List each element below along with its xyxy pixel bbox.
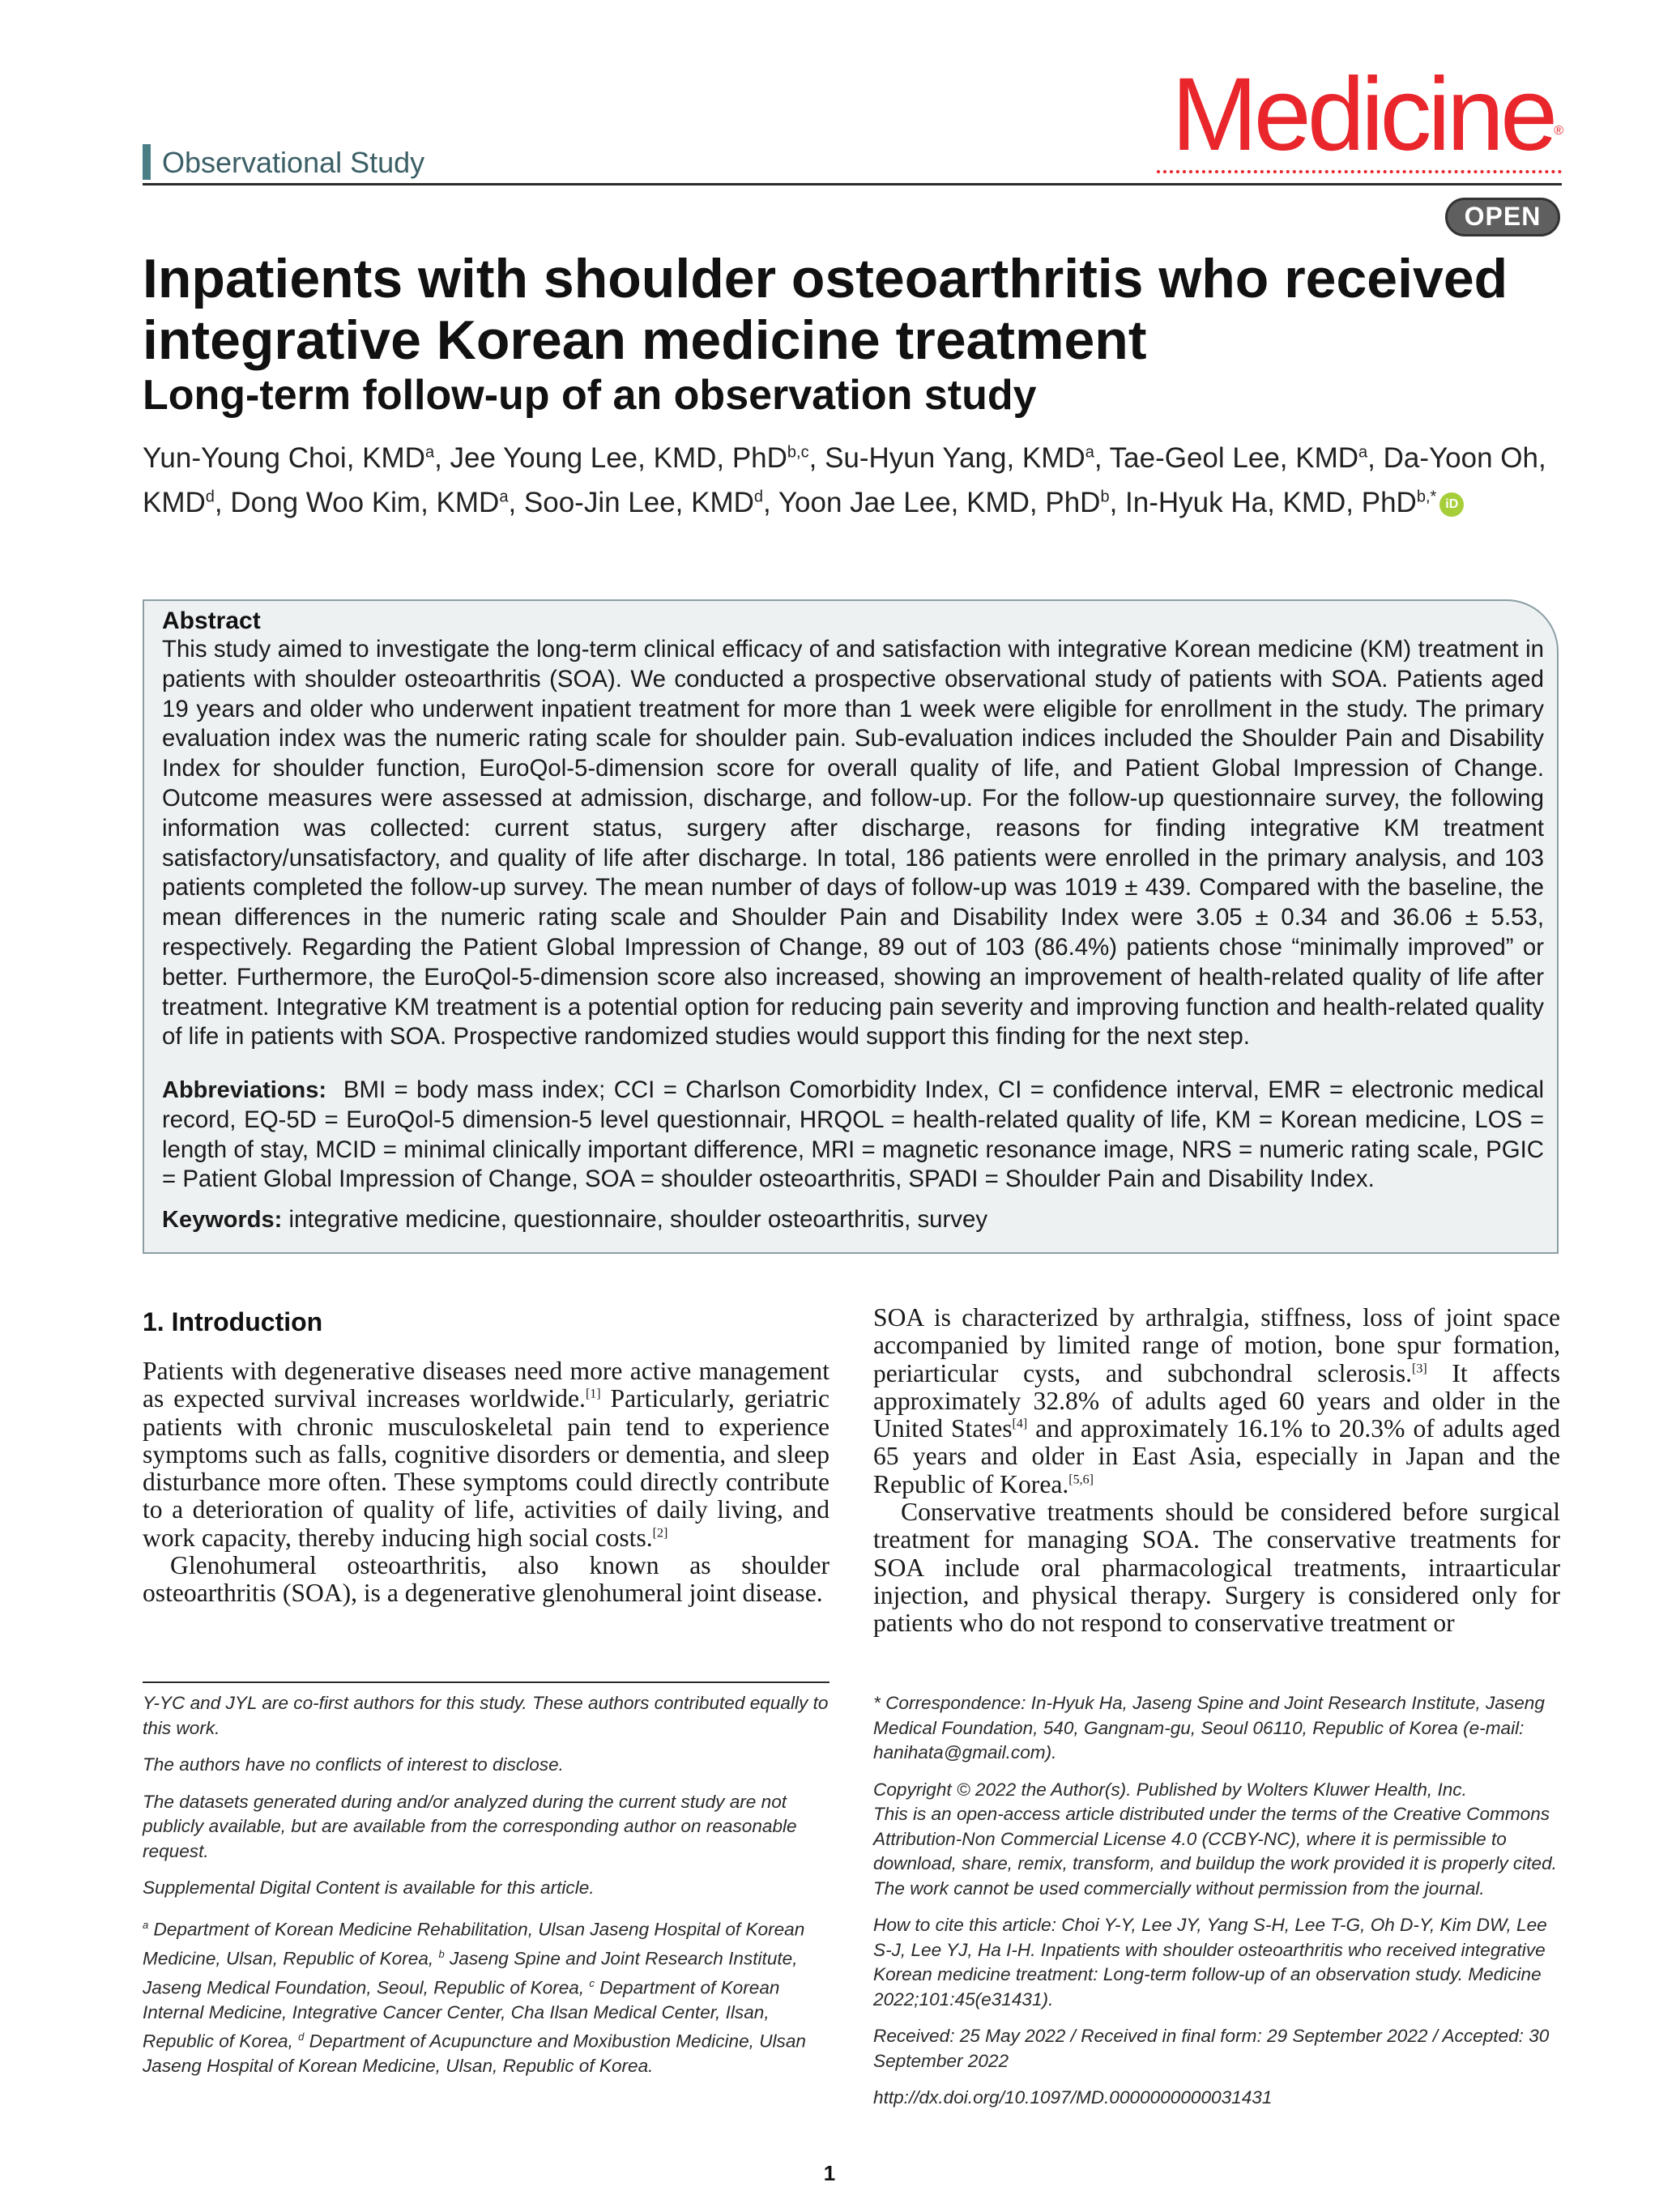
author-affiliation-mark: a [1358, 443, 1368, 461]
section-accent-bar [143, 144, 151, 180]
intro-right-column [873, 1304, 1560, 1638]
citation-ref: [4] [1012, 1417, 1028, 1431]
affiliation-mark: d [298, 2031, 305, 2044]
citation-ref: [1] [585, 1387, 601, 1401]
citation-ref: [3] [1412, 1362, 1427, 1376]
author-affiliation-mark: b,* [1416, 488, 1437, 506]
supplemental-note: Supplemental Digital Content is available for this article. [143, 1877, 595, 1898]
intro-paragraph-2: Glenohumeral osteoarthritis, also known as shoulder osteoarthritis (SOA), is a degenerative glenohumeral joint disease. [143, 1551, 830, 1608]
header-rule [143, 183, 1562, 185]
abstract-text: This study aimed to investigate the long-term clinical efficacy of and satisfaction with integrative Korean medicine (KM) treatment in patients with shoulder osteoarthritis (SOA). We conducted a prospective observational study of patients with SOA. Patients aged 19 years and older who underwent inpatient treatment for more than 1 week were eligible for enrollment in the study. The primary evaluation index was the numeric rating scale for shoulder pain. Sub-evaluation indices included the Shoulder Pain and Disability Index for shoulder function, EuroQol-5-dimension score for overall quality of life, and Patient Global Impression of Change. Outcome measures were assessed at admission, discharge, and follow-up. For the follow-up questionnaire survey, the following information was collected: current status, surgery after discharge, reasons for finding integrative KM treatment satisfactory/unsatisfactory, and quality of life after discharge. In total, 186 patients were enrolled in the primary analysis, and 103 patients completed the follow-up survey. The mean number of days of follow-up was 1019 ± 439. Compared with the baseline, the mean differences in the numeric rating scale and Shoulder Pain and Disability Index were 3.05 ± 0.34 and 36.06 ± 5.53, respectively. Regarding the Patient Global Impression of Change, 89 out of 103 (86.4%) patients chose “minimally improved” or better. Furthermore, the EuroQol-5-dimension score also increased, showing an improvement of health-related quality of life after treatment. Integrative KM treatment is a potential option for reducing pain severity and improving function and health-related quality of life in patients with SOA. Prospective randomized studies would support this finding for the next step. [162, 636, 1544, 1051]
data-availability-note: The datasets generated during and/or analyzed during the current study are not publicly available, but are available from the corresponding author on reasonable request. [143, 1791, 797, 1861]
author-name: Tae-Geol Lee, KMD [1109, 441, 1359, 474]
logo-dotted-rule [1157, 170, 1562, 178]
affiliations: $^a$ Department of Korean Medicine Rehabilitation, Ulsan Jaseng Hospital of Korean Medicine, Ulsan, Republic of Korea, $^b$ Jaseng Spine and Joint Research Institute, Jaseng Medical Foundation, Seoul, Republic of Korea, $^c$ Department of Korean Internal Medicine, Integrative Cancer Center, Cha Ilsan Medical Center, Ilsan, Republic of Korea, $^d$ Department of Acupuncture and Moxibustion Medicine, Ulsan Jaseng Hospital of Korean Medicine, Ulsan, Republic of Korea. [143, 1918, 806, 2077]
conflict-note: The authors have no conflicts of interest to disclose. [143, 1754, 564, 1775]
article-subtitle: Long-term follow-up of an observation study [143, 372, 1037, 419]
orcid-icon[interactable]: iD [1439, 492, 1464, 517]
author-list: Yun-Young Choi, KMD$^a$, Jee Young Lee, KMD, PhD$^{b,c}$, Su-Hyun Yang, KMD$^a$, Tae-Geol Lee, KMD$^a$, Da-Yoon Oh, KMD$^d$, Dong Woo Kim, KMD$^a$, Soo-Jin Lee, KMD$^d$, Yoon Jae Lee, KMD, PhD$^b$, In-Hyuk Ha, KMD, PhD$^{b,*}$ iD [143, 441, 1546, 519]
author-affiliation-mark: d [753, 488, 764, 506]
page-number: 1 [823, 2161, 836, 2185]
intro-paragraph-1: Patients with degenerative diseases need more active management as expected survival increases worldwide.[1] Particularly, geriatric patients with chronic musculoskeletal pain tend to experience symptoms such as falls, cognitive disorders or dementia, and sleep disturbance more often. These symptoms could directly contribute to a deterioration of quality of life, activities of daily living, and work capacity, thereby inducing high social costs.[2] [143, 1357, 830, 1552]
abbreviations-text: BMI = body mass index; CCI = Charlson Comorbidity Index, CI = confidence interval, EMR = electronic medical record, EQ-5D = EuroQol-5 dimension-5 level questionnair, HRQOL = health-related quality of life, KM = Korean medicine, LOS = length of stay, MCID = minimal clinically important difference, MRI = magnetic resonance image, NRS = numeric rating scale, PGIC = Patient Global Impression of Change, SOA = shoulder osteoarthritis, SPADI = Shoulder Pain and Disability Index. [162, 1076, 1544, 1193]
author-affiliation-mark: b,c [787, 443, 809, 461]
copyright-note: Copyright © 2022 the Author(s). Published by Wolters Kluwer Health, Inc. [873, 1779, 1467, 1800]
author-name: Yun-Young Choi, KMD [143, 441, 425, 474]
citation-note: How to cite this article: Choi Y-Y, Lee JY, Yang S-H, Lee T-G, Oh D-Y, Kim DW, Lee S-J, Lee YJ, Ha I-H. Inpatients with shoulder osteoarthritis who received integrative Korean medicine treatment: Long-term follow-up of an observation study. Medicine 2022;101:45(e31431). [873, 1915, 1547, 2010]
author-name: Jee Young Lee, KMD, PhD [450, 441, 787, 474]
intro-heading: 1. Introduction [143, 1307, 323, 1336]
affiliation-mark: b [438, 1947, 445, 1960]
affiliation-mark: a [143, 1918, 149, 1931]
keywords-label: Keywords: [162, 1207, 283, 1233]
footnote-rule [143, 1681, 830, 1683]
author-affiliation-mark: a [499, 488, 509, 506]
correspondence-note: * Correspondence: In-Hyuk Ha, Jaseng Spine and Joint Research Institute, Jaseng Medical Foundation, 540, Gangnam-gu, Seoul 06110, Republic of Korea (e-mail: hanihata@gmail.com). [873, 1693, 1545, 1762]
citation-ref: [2] [652, 1526, 668, 1541]
author-name: Yoon Jae Lee, KMD, PhD [778, 487, 1101, 519]
intro-paragraph-2-cont: SOA is characterized by arthralgia, stiffness, loss of joint space accompanied by limited range of motion, bone spur formation, periarticular cysts, and subchondral sclerosis.[3] It affects approximately 32.8% of adults aged 60 years and older in the United States[4] and approximately 16.1% to 20.3% of adults aged 65 years and older in East Asia, especially in Japan and the Republic of Korea.[5,6] [873, 1303, 1561, 1498]
author-affiliation-mark: a [424, 443, 435, 461]
footnotes-right [873, 1691, 1562, 2123]
author-affiliation-mark: d [205, 488, 215, 506]
author-name: Su-Hyun Yang, KMD [825, 441, 1085, 474]
article-title: Inpatients with shoulder osteoarthritis who received integrative Korean medicine treatment [143, 248, 1508, 371]
author-name: Da-Yoon Oh, KMD [143, 441, 1546, 519]
author-name: Soo-Jin Lee, KMD [523, 487, 754, 519]
open-access-badge[interactable]: OPEN [1445, 198, 1560, 237]
section-label: Observational Study [162, 146, 425, 179]
license-note: This is an open-access article distributed under the terms of the Creative Commons Attribution-Non Commercial License 4.0 (CCBY-NC), where it is permissible to download, share, remix, transform, and buildup the work provided it is properly cited. The work cannot be used commercially without permission from the journal. [873, 1804, 1557, 1899]
doi-link[interactable]: http://dx.doi.org/10.1097/MD.0000000000031431 [873, 2087, 1273, 2108]
author-name: In-Hyuk Ha, KMD, PhD [1125, 487, 1417, 519]
affiliation-mark: c [589, 1976, 595, 1989]
abbreviations-label: Abbreviations: [162, 1077, 327, 1103]
author-affiliation-mark: a [1085, 443, 1094, 461]
co-first-note: Y-YC and JYL are co-first authors for this study. These authors contributed equally to this work. [143, 1693, 829, 1738]
intro-paragraph-3: Conservative treatments should be considered before surgical treatment for managing SOA. The conservative treatments for SOA include oral pharmacological treatments, intraarticular injection, and physical therapy. Surgery is considered only for patients who do not respond to conservative treatment or [873, 1498, 1560, 1638]
abbreviations [162, 1076, 1544, 1195]
registered-mark: ® [1554, 124, 1563, 138]
abstract-heading: Abstract [162, 607, 261, 634]
journal-logo[interactable] [1150, 57, 1563, 173]
keywords [162, 1205, 1544, 1235]
citation-ref: [5,6] [1068, 1473, 1094, 1487]
author-name: Dong Woo Kim, KMD [230, 487, 500, 519]
intro-left-column [143, 1357, 830, 1608]
footnotes-left [143, 1691, 830, 2091]
dates-note: Received: 25 May 2022 / Received in final form: 29 September 2022 / Accepted: 30 September 2022 [873, 2026, 1550, 2071]
journal-logo-text: Medicine [1171, 57, 1555, 173]
author-affiliation-mark: b [1100, 488, 1110, 506]
keywords-text: integrative medicine, questionnaire, shoulder osteoarthritis, survey [288, 1206, 988, 1233]
